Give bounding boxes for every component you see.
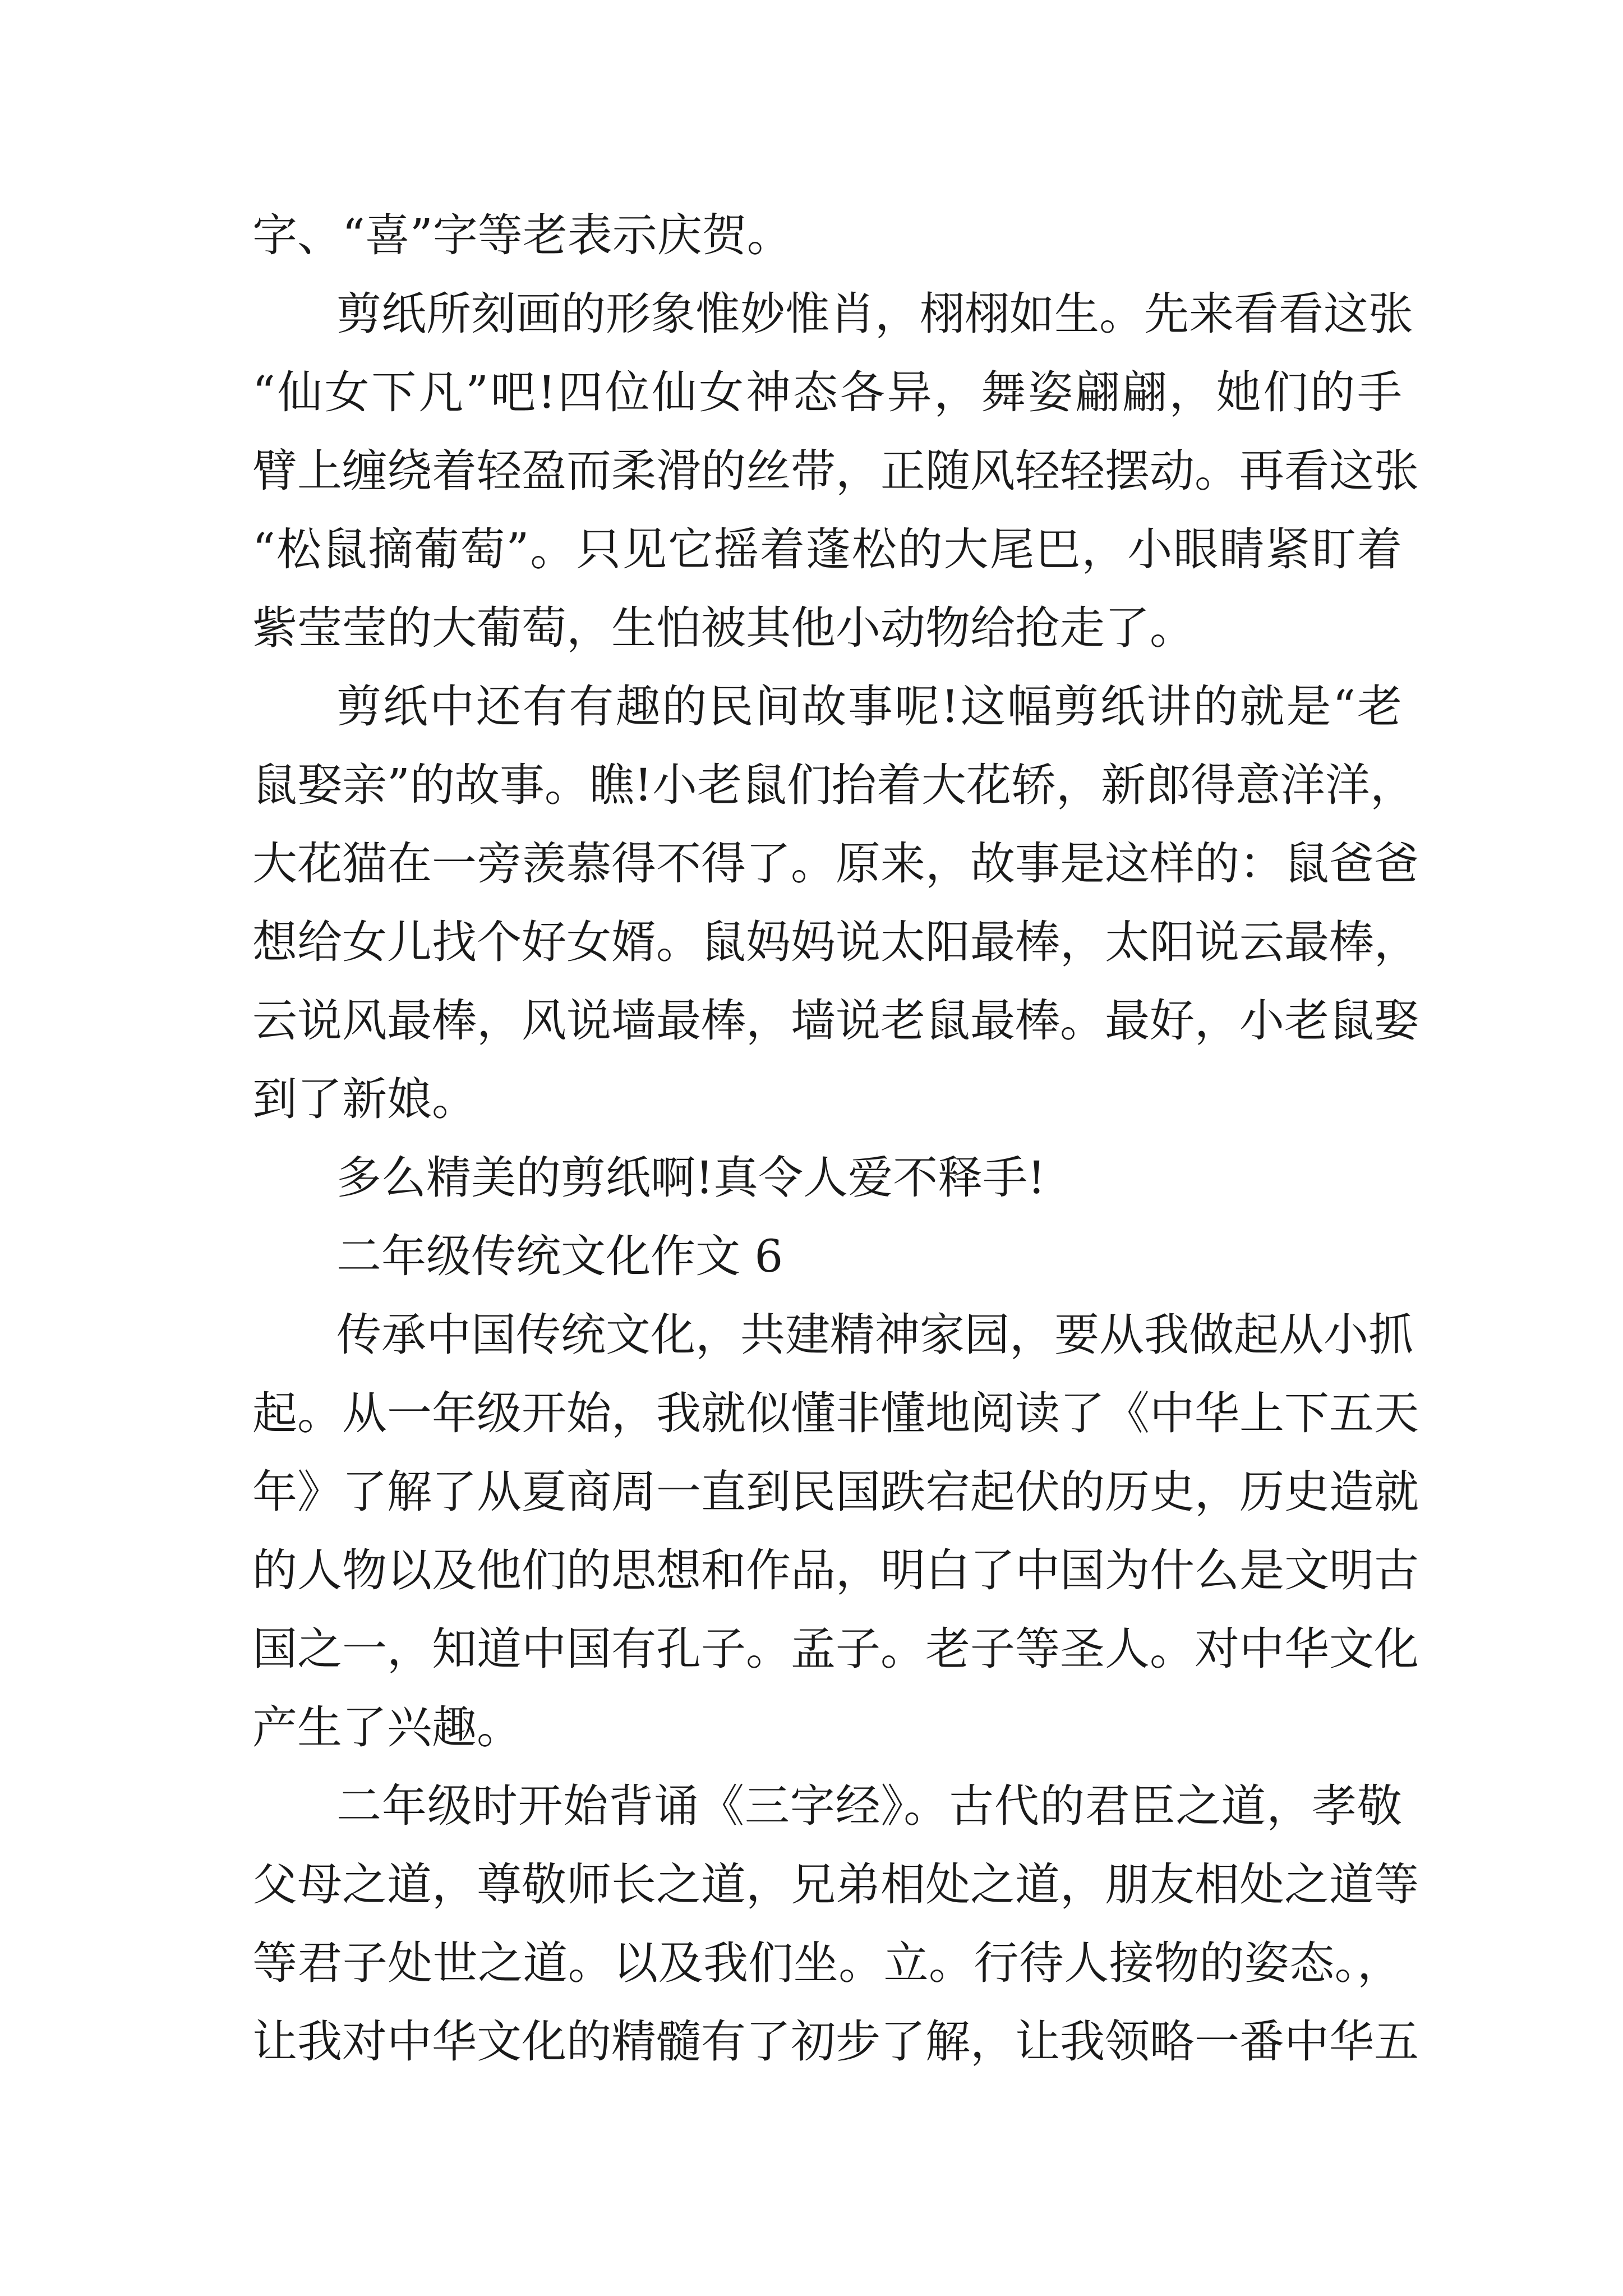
text-line: “松鼠摘葡萄”。只见它摇着蓬松的大尾巴，小眼睛紧盯着 bbox=[252, 523, 1402, 576]
text-line: “仙女下凡”吧!四位仙女神态各异，舞姿翩翩，她们的手 bbox=[252, 366, 1402, 418]
text-line: 产生了兴趣。 bbox=[252, 1701, 522, 1754]
text-line: 的人物以及他们的思想和作品，明白了中国为什么是文明古 bbox=[252, 1544, 1419, 1596]
text-line: 大花猫在一旁羡慕得不得了。原来，故事是这样的：鼠爸爸 bbox=[252, 838, 1419, 890]
text-line: 臂上缠绕着轻盈而柔滑的丝带，正随风轻轻摆动。再看这张 bbox=[252, 445, 1419, 497]
text-line: 字、“喜”字等老表示庆贺。 bbox=[252, 209, 792, 261]
text-line: 紫莹莹的大葡萄，生怕被其他小动物给抢走了。 bbox=[252, 602, 1195, 654]
text-line: 传承中国传统文化，共建精神家园，要从我做起从小抓 bbox=[336, 1309, 1413, 1361]
text-line: 让我对中华文化的精髓有了初步了解，让我领略一番中华五 bbox=[252, 2016, 1419, 2068]
text-line: 剪纸所刻画的形象惟妙惟肖，栩栩如生。先来看看这张 bbox=[336, 288, 1413, 340]
text-line: 等君子处世之道。以及我们坐。立。行待人接物的姿态。， bbox=[252, 1937, 1402, 1989]
text-line: 起。从一年级开始，我就似懂非懂地阅读了《中华上下五天 bbox=[252, 1387, 1419, 1439]
text-line: 到了新娘。 bbox=[252, 1073, 477, 1125]
text-line: 年》了解了从夏商周一直到民国跌宕起伏的历史，历史造就 bbox=[252, 1466, 1419, 1518]
section-heading: 二年级传统文化作文 6 bbox=[336, 1230, 783, 1282]
text-line: 二年级时开始背诵《三字经》。古代的君臣之道，孝敬 bbox=[336, 1780, 1402, 1832]
text-line: 云说风最棒，风说墙最棒，墙说老鼠最棒。最好，小老鼠娶 bbox=[252, 995, 1419, 1047]
text-line: 多么精美的剪纸啊!真令人爱不释手! bbox=[336, 1152, 1046, 1204]
text-line: 国之一，知道中国有孔子。孟子。老子等圣人。对中华文化 bbox=[252, 1623, 1419, 1675]
text-line: 鼠娶亲”的故事。瞧!小老鼠们抬着大花轿，新郎得意洋洋， bbox=[252, 759, 1415, 811]
text-line: 想给女儿找个好女婿。鼠妈妈说太阳最棒，太阳说云最棒， bbox=[252, 916, 1419, 968]
text-line: 剪纸中还有有趣的民间故事呢!这幅剪纸讲的就是“老 bbox=[336, 680, 1402, 733]
text-line: 父母之道，尊敬师长之道，兄弟相处之道，朋友相处之道等 bbox=[252, 1858, 1419, 1911]
